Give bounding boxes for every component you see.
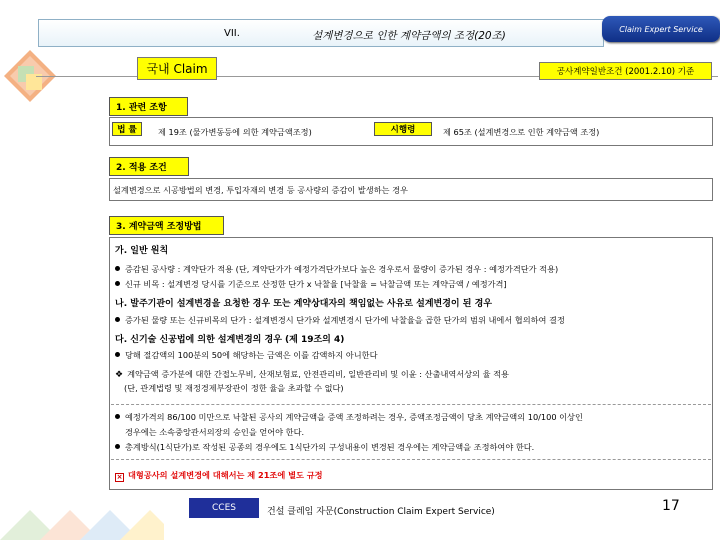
list-item: 당해 절감액의 100분의 50에 해당하는 금액은 이를 감액하지 아니한다 xyxy=(115,350,378,361)
bullet-icon xyxy=(115,266,120,271)
list-item: 증가된 물량 또는 신규비목의 단가 : 설계변경시 단가와 설계변경시 단가에 낙찰율을 곱한 단가의 범위 내에서 협의하여 결정 xyxy=(115,315,565,326)
list-item: 증감된 공사량 : 계약단가 적용 (단, 계약단가가 예정가격단가보다 높은 경우로서 물량이 증가된 경우 : 예정가격단가 적용) xyxy=(115,264,558,275)
alert-note: × 대형공사의 설계변경에 대해서는 제 21조에 별도 규정 xyxy=(116,470,323,481)
service-badge: Claim Expert Service xyxy=(602,16,720,42)
bullet-icon xyxy=(115,317,120,322)
footer-text: 건설 클레임 자문(Construction Claim Expert Service) xyxy=(267,507,495,517)
law-chip: 법 률 xyxy=(112,122,142,136)
note-line: ❖ 계약금액 증가분에 대한 간접노무비, 산재보험료, 안전관리비, 일반관리비 및 이윤 : 산출내역서상의 율 적용 xyxy=(115,369,509,380)
checkbox-icon: × xyxy=(116,473,123,481)
page-number: 17 xyxy=(662,498,680,514)
bullet-icon xyxy=(115,444,120,449)
section2-text: 설계변경으로 시공방법의 변경, 투입자재의 변경 등 공사량의 증감이 발생하는 경우 xyxy=(113,185,408,195)
section2-title: 2. 적용 조건 xyxy=(109,157,189,176)
law-text: 제 19조 (물가변동등에 의한 계약금액조정) xyxy=(158,127,312,137)
basis-label: 공사계약일반조건 (2001.2.10) 기준 xyxy=(539,62,712,80)
decree-chip: 시행령 xyxy=(374,122,432,136)
decree-text: 제 65조 (설계변경으로 인한 계약금액 조정) xyxy=(443,127,600,137)
list-item: 신규 비목 : 설계변경 당시를 기준으로 산정한 단가 x 낙찰율 [낙찰율 = 낙찰금액 또는 계약금액 / 예정가격] xyxy=(115,279,507,290)
bullet-icon xyxy=(115,352,120,357)
subtitle-new-technology: 다. 신기술 신공법에 의한 설계변경의 경우 (제 19조의 4) xyxy=(115,335,345,345)
footer-badge: CCES xyxy=(189,498,259,518)
bullet-icon xyxy=(115,414,120,419)
note-line: (단, 관계법령 및 재정경제부장관이 정한 율을 초과할 수 없다) xyxy=(124,383,344,393)
divider xyxy=(111,459,711,460)
claim-label: 국내 Claim xyxy=(137,57,217,80)
diamond-bullet-icon: ❖ xyxy=(115,370,124,380)
subtitle-general: 가. 일반 원칙 xyxy=(115,246,169,256)
list-item: 예정가격의 86/100 미만으로 낙찰된 공사의 계약금액을 증액 조정하려는 경우, 증액조정금액이 당초 계약금액의 10/100 이상인 xyxy=(115,412,583,423)
divider xyxy=(111,404,711,405)
page-title: 설계변경으로 인한 계약금액의 조정(20조) xyxy=(312,30,506,42)
decorative-strip-icon xyxy=(0,510,164,540)
section1-title: 1. 관련 조항 xyxy=(109,97,188,116)
list-item-continued: 경우에는 소속중앙관서의장의 승인을 얻어야 한다. xyxy=(125,427,305,437)
subtitle-owner-request: 나. 발주기관이 설계변경을 요청한 경우 또는 계약상대자의 책임없는 사유로 설계변경이 된 경우 xyxy=(115,299,492,309)
bullet-icon xyxy=(115,281,120,286)
section3-title: 3. 계약금액 조정방법 xyxy=(109,216,224,235)
logo-icon xyxy=(0,46,60,108)
chapter-number: VII. xyxy=(224,28,240,39)
list-item: 총계방식(1식단가)로 작성된 공종의 경우에도 1식단가의 구성내용이 변경된 경우에는 계약금액을 조정하여야 한다. xyxy=(115,442,534,453)
